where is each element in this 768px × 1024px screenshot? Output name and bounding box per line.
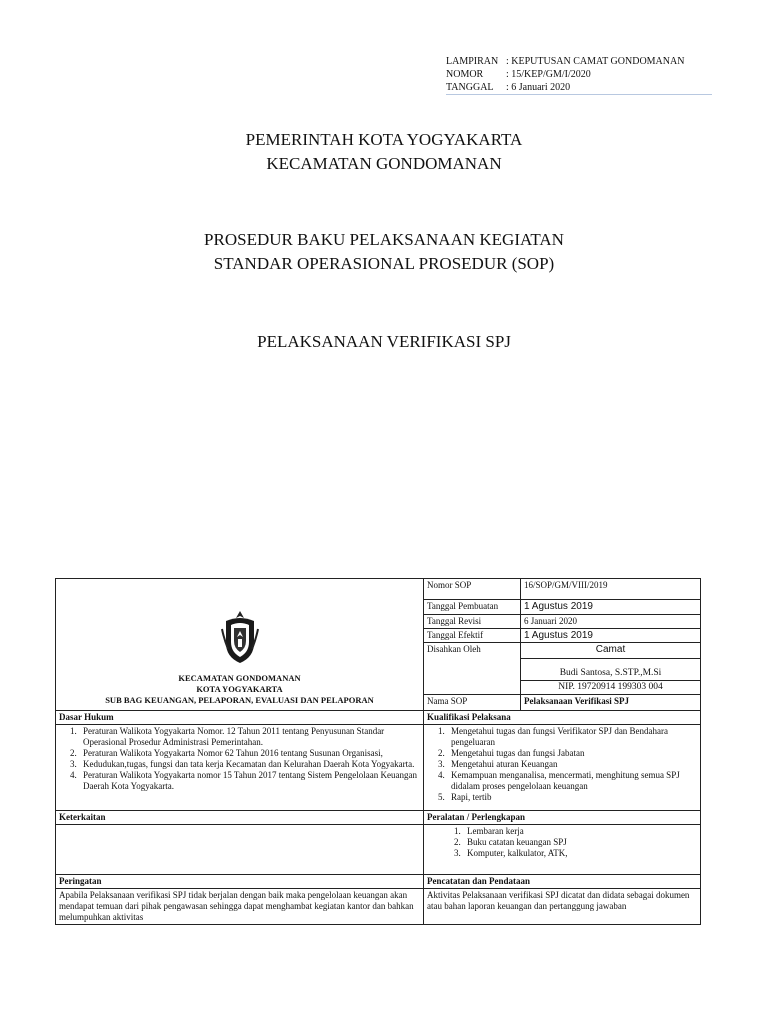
list-item: 5. Rapi, tertib [447, 792, 697, 803]
pejabat-nip: NIP. 19720914 199303 004 [521, 681, 701, 695]
kualifikasi-list [427, 726, 697, 803]
nomor-sop-value: 16/SOP/GM/VIII/2019 [521, 579, 701, 600]
tanggal-label: TANGGAL [446, 82, 494, 93]
nomor-row [446, 68, 684, 81]
nama-sop-label: Nama SOP [424, 695, 521, 711]
peralatan-header: Peralatan / Perlengkapan [424, 811, 701, 825]
district-title: KECAMATAN GONDOMANAN [266, 154, 502, 173]
peralatan-list [427, 826, 697, 859]
list-item: 1. Peraturan Walikota Yogyakarta Nomor. 12 Tahun 2011 tentang Penyusunan Standar Operasional Prosedur Administrasi Pemerintahan. [79, 726, 420, 748]
nomor-sop-label: Nomor SOP [424, 579, 521, 600]
list-item: 2. Buku catatan keuangan SPJ [463, 837, 697, 848]
kualifikasi-cell [424, 725, 701, 811]
keterkaitan-header: Keterkaitan [56, 811, 424, 825]
org-division: SUB BAG KEUANGAN, PELAPORAN, EVALUASI DAN PELAPORAN [105, 695, 374, 705]
tanggal-row [446, 81, 684, 94]
nomor-value: : 15/KEP/GM/I/2020 [506, 69, 591, 80]
keterkaitan-cell [56, 825, 424, 875]
lampiran-underline [446, 94, 712, 95]
list-item: 4. Peraturan Walikota Yogyakarta nomor 15 Tahun 2017 tentang Sistem Pengelolaan Keuangan Daerah Kota Yogyakarta. [79, 770, 420, 792]
kualifikasi-header: Kualifikasi Pelaksana [424, 711, 701, 725]
pencatatan-header: Pencatatan dan Pendataan [424, 875, 701, 889]
list-item: 2. Mengetahui tugas dan fungsi Jabatan [447, 748, 697, 759]
tanggal-efektif-value: 1 Agustus 2019 [521, 629, 701, 643]
list-item: 3. Komputer, kalkulator, ATK, [463, 848, 697, 859]
dasar-hukum-header: Dasar Hukum [56, 711, 424, 725]
pejabat-name: Budi Santosa, S.STP.,M.Si [521, 659, 701, 681]
list-item: 4. Kemampuan menganalisa, mencermati, menghitung semua SPJ didalam proses pengelolaan keuangan [447, 770, 697, 792]
org-cell [56, 579, 424, 711]
peringatan-header: Peringatan [56, 875, 424, 889]
tanggal-pembuatan-value: 1 Agustus 2019 [521, 600, 701, 615]
pencatatan-text: Aktivitas Pelaksanaan verifikasi SPJ dicatat dan didata sebagai dokumen atau bahan laporan keuangan dan pertanggung jawaban [424, 889, 701, 925]
procedure-title: PROSEDUR BAKU PELAKSANAAN KEGIATAN [204, 230, 564, 249]
procedure-heading [0, 228, 768, 276]
tanggal-efektif-label: Tanggal Efektif [424, 629, 521, 643]
sop-table [55, 578, 701, 925]
nama-sop-value: Pelaksanaan Verifikasi SPJ [521, 695, 701, 711]
list-item: 1. Mengetahui tugas dan fungsi Verifikator SPJ dan Bendahara pengeluaran [447, 726, 697, 748]
dasar-hukum-list [59, 726, 420, 792]
government-title: PEMERINTAH KOTA YOGYAKARTA [245, 130, 523, 149]
tanggal-revisi-value: 6 Januari 2020 [521, 615, 701, 629]
sop-title: STANDAR OPERASIONAL PROSEDUR (SOP) [213, 254, 555, 273]
lampiran-value: : KEPUTUSAN CAMAT GONDOMANAN [506, 56, 685, 67]
org-name: KECAMATAN GONDOMANAN [178, 673, 301, 683]
jabatan-value: Camat [521, 643, 701, 659]
lampiran-label: LAMPIRAN [446, 56, 499, 67]
government-heading [0, 128, 768, 176]
org-city: KOTA YOGYAKARTA [196, 684, 283, 694]
city-emblem-icon [220, 609, 260, 665]
lampiran-row [446, 55, 684, 68]
lampiran-block [446, 55, 684, 94]
list-item: 1. Lembaran kerja [463, 826, 697, 837]
list-item: 3. Kedudukan,tugas, fungsi dan tata kerja Kecamatan dan Kelurahan Daerah Kota Yogyakarta. [79, 759, 420, 770]
list-item: 2. Peraturan Walikota Yogyakarta Nomor 62 Tahun 2016 tentang Susunan Organisasi, [79, 748, 420, 759]
document-title: PELAKSANAAN VERIFIKASI SPJ [257, 332, 511, 351]
dasar-hukum-cell [56, 725, 424, 811]
tanggal-revisi-label: Tanggal Revisi [424, 615, 521, 629]
nomor-label: NOMOR [446, 69, 484, 80]
disahkan-label: Disahkan Oleh [424, 643, 521, 695]
peralatan-cell [424, 825, 701, 875]
tanggal-value: : 6 Januari 2020 [506, 82, 571, 93]
tanggal-pembuatan-label: Tanggal Pembuatan [424, 600, 521, 615]
peringatan-text: Apabila Pelaksanaan verifikasi SPJ tidak berjalan dengan baik maka pengelolaan keuangan akan mendapat temuan dari pihak pengawasan sehingga dapat menghambat kegiatan kantor dan bahkan melumpuhkan aktivitas [56, 889, 424, 925]
list-item: 3. Mengetahui aturan Keuangan [447, 759, 697, 770]
